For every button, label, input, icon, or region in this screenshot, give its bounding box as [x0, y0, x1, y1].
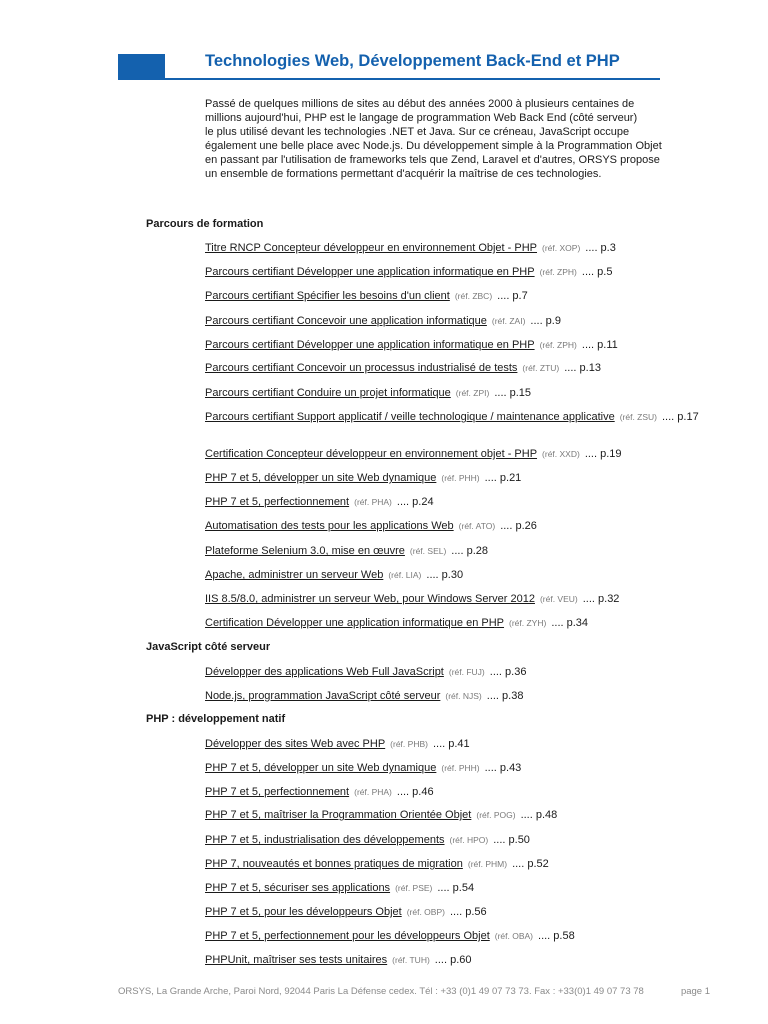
course-link[interactable]: PHP 7 et 5, industrialisation des développements — [205, 834, 445, 846]
course-link[interactable]: PHP 7 et 5, perfectionnement — [205, 786, 350, 798]
course-entry — [205, 448, 705, 461]
course-ref: (réf. ATO) — [458, 521, 496, 531]
course-page: .... p.36 — [489, 666, 527, 678]
course-entry — [205, 339, 705, 352]
course-link[interactable]: Développer des applications Web Full JavaScript — [205, 666, 444, 678]
course-entry — [205, 266, 705, 279]
intro-paragraph — [205, 97, 675, 181]
course-ref: (réf. PHA) — [354, 787, 392, 797]
course-page: .... p.13 — [564, 362, 601, 374]
course-link[interactable]: PHPUnit, maîtriser ses tests unitaires — [205, 954, 388, 966]
course-link[interactable]: Plateforme Selenium 3.0, mise en œuvre — [205, 545, 405, 557]
intro-line: également une belle place avec Node.js. Du développement simple à la Programmation Objet — [205, 140, 662, 152]
course-page: .... p.19 — [584, 448, 622, 460]
course-page: .... p.15 — [494, 387, 532, 399]
page-title: Technologies Web, Développement Back-End et PHP — [205, 52, 620, 70]
course-link[interactable]: PHP 7 et 5, maîtriser la Programmation Orientée Objet — [205, 809, 472, 821]
course-entry — [205, 809, 705, 822]
intro-line: un ensemble de formations permettant d'acquérir la maîtrise de ces technologies. — [205, 168, 602, 180]
course-link[interactable]: Apache, administrer un serveur Web — [205, 569, 384, 581]
course-page: .... p.11 — [581, 339, 618, 351]
course-entry — [205, 762, 705, 775]
course-ref: (réf. PHM) — [467, 859, 508, 869]
course-link[interactable]: Développer des sites Web avec PHP — [205, 738, 386, 750]
course-link[interactable]: Certification Développer une application informatique en PHP — [205, 617, 505, 629]
course-ref: (réf. ZYH) — [509, 618, 547, 628]
course-link[interactable]: Parcours certifiant Conduire un projet informatique — [205, 387, 451, 399]
course-page: .... p.48 — [520, 809, 558, 821]
course-page: .... p.17 — [662, 411, 699, 423]
course-entry — [205, 569, 705, 582]
course-ref: (réf. XXD) — [542, 449, 580, 459]
course-ref: (réf. FUJ) — [448, 667, 485, 677]
course-ref: (réf. ZPH) — [539, 340, 577, 350]
course-ref: (réf. PHA) — [354, 497, 392, 507]
course-link[interactable]: PHP 7 et 5, sécuriser ses applications — [205, 882, 391, 894]
course-link[interactable]: Parcours certifiant Concevoir une application informatique — [205, 315, 487, 327]
course-page: .... p.52 — [512, 858, 549, 870]
course-entry — [205, 906, 705, 919]
course-page: .... p.9 — [530, 315, 561, 327]
course-ref: (réf. PSE) — [395, 883, 433, 893]
intro-line: en passant par l'utilisation de frameworks tels que Zend, Laravel et d'autres, ORSYS propose — [205, 154, 660, 166]
course-entry — [205, 666, 705, 679]
course-ref: (réf. ZTU) — [522, 363, 560, 373]
title-rule — [118, 78, 660, 80]
course-link[interactable]: PHP 7 et 5, pour les développeurs Objet — [205, 906, 402, 918]
course-entry — [205, 930, 705, 943]
intro-line: millions aujourd'hui, PHP est le langage de programmation Web Back End (côté serveur) — [205, 112, 638, 124]
course-ref: (réf. HPO) — [449, 835, 489, 845]
course-page: .... p.3 — [585, 242, 616, 254]
course-page: .... p.43 — [484, 762, 522, 774]
course-entry — [205, 362, 705, 375]
course-page: .... p.38 — [486, 690, 524, 702]
course-link[interactable]: Titre RNCP Concepteur développeur en environnement Objet - PHP — [205, 242, 538, 254]
course-entry — [205, 593, 705, 606]
course-page: .... p.24 — [396, 496, 434, 508]
course-entry — [205, 858, 705, 871]
course-entry — [205, 690, 705, 703]
course-link[interactable]: IIS 8.5/8.0, administrer un serveur Web, pour Windows Server 2012 — [205, 593, 535, 605]
course-ref: (réf. ZAI) — [491, 316, 526, 326]
intro-line: le plus utilisé devant les technologies .NET et Java. Sur ce créneau, JavaScript occupe — [205, 126, 630, 138]
course-entry — [205, 315, 705, 328]
course-page: .... p.46 — [396, 786, 434, 798]
course-ref: (réf. OBA) — [494, 931, 534, 941]
course-page: .... p.54 — [437, 882, 475, 894]
course-entry — [205, 472, 705, 485]
course-entry — [205, 411, 705, 424]
course-link[interactable]: Parcours certifiant Développer une application informatique en PHP — [205, 266, 535, 278]
course-entry — [205, 834, 705, 847]
course-page: .... p.50 — [493, 834, 530, 846]
footer-address: ORSYS, La Grande Arche, Paroi Nord, 92044 Paris La Défense cedex. Tél : +33 (0)1 49 07 73 73. Fax : +33(0)1 49 07 73 78 — [118, 986, 644, 997]
course-entry — [205, 520, 705, 533]
course-link[interactable]: Parcours certifiant Support applicatif / veille technologique / maintenance applicative — [205, 411, 615, 423]
course-ref: (réf. VEU) — [539, 594, 578, 604]
course-entry — [205, 242, 705, 255]
course-page: .... p.26 — [500, 520, 537, 532]
course-ref: (réf. ZPH) — [539, 267, 577, 277]
course-link[interactable]: PHP 7 et 5, développer un site Web dynamique — [205, 762, 437, 774]
course-ref: (réf. ZPI) — [455, 388, 490, 398]
course-ref: (réf. POG) — [476, 810, 516, 820]
course-ref: (réf. PHH) — [441, 763, 480, 773]
header-color-block — [118, 54, 165, 78]
course-entry — [205, 738, 705, 751]
course-page: .... p.60 — [434, 954, 472, 966]
course-link[interactable]: PHP 7, nouveautés et bonnes pratiques de migration — [205, 858, 463, 870]
course-ref: (réf. SEL) — [409, 546, 447, 556]
section-heading: PHP : développement natif — [146, 713, 286, 725]
course-link[interactable]: Automatisation des tests pour les applications Web — [205, 520, 454, 532]
course-link[interactable]: Parcours certifiant Concevoir un processus industrialisé de tests — [205, 362, 518, 374]
course-link[interactable]: Parcours certifiant Développer une application informatique en PHP — [205, 339, 535, 351]
course-ref: (réf. LIA) — [388, 570, 422, 580]
course-link[interactable]: Parcours certifiant Spécifier les besoins d'un client — [205, 290, 450, 302]
course-page: .... p.30 — [426, 569, 464, 581]
course-page: .... p.28 — [451, 545, 488, 557]
course-page: .... p.7 — [497, 290, 528, 302]
course-page: .... p.34 — [551, 617, 589, 629]
course-entry — [205, 617, 705, 630]
course-entry — [205, 882, 705, 895]
course-entry — [205, 496, 705, 509]
section-heading: JavaScript côté serveur — [146, 641, 271, 653]
course-page: .... p.5 — [581, 266, 613, 278]
course-ref: (réf. PHB) — [390, 739, 428, 749]
course-page: .... p.58 — [538, 930, 575, 942]
course-entry — [205, 954, 705, 967]
course-link[interactable]: PHP 7 et 5, développer un site Web dynamique — [205, 472, 437, 484]
section-heading: Parcours de formation — [146, 218, 264, 230]
intro-line: Passé de quelques millions de sites au début des années 2000 à plusieurs centaines de — [205, 98, 635, 110]
course-link[interactable]: PHP 7 et 5, perfectionnement pour les développeurs Objet — [205, 930, 490, 942]
course-page: .... p.21 — [484, 472, 522, 484]
course-entry — [205, 545, 705, 558]
course-entry — [205, 290, 705, 303]
course-entry — [205, 786, 705, 799]
course-ref: (réf. ZSU) — [619, 412, 657, 422]
course-ref: (réf. XOP) — [542, 243, 581, 253]
course-ref: (réf. ZBC) — [454, 291, 493, 301]
course-link[interactable]: Certification Concepteur développeur en environnement objet - PHP — [205, 448, 538, 460]
course-ref: (réf. PHH) — [441, 473, 480, 483]
course-ref: (réf. TUH) — [392, 955, 430, 965]
course-page: .... p.41 — [432, 738, 470, 750]
course-ref: (réf. OBP) — [406, 907, 445, 917]
footer-page-number: page 1 — [680, 986, 710, 997]
course-link[interactable]: Node.js, programmation JavaScript côté serveur — [205, 690, 441, 702]
course-ref: (réf. NJS) — [445, 691, 482, 701]
course-page: .... p.56 — [449, 906, 487, 918]
course-link[interactable]: PHP 7 et 5, perfectionnement — [205, 496, 350, 508]
course-entry — [205, 387, 705, 400]
course-page: .... p.32 — [582, 593, 620, 605]
